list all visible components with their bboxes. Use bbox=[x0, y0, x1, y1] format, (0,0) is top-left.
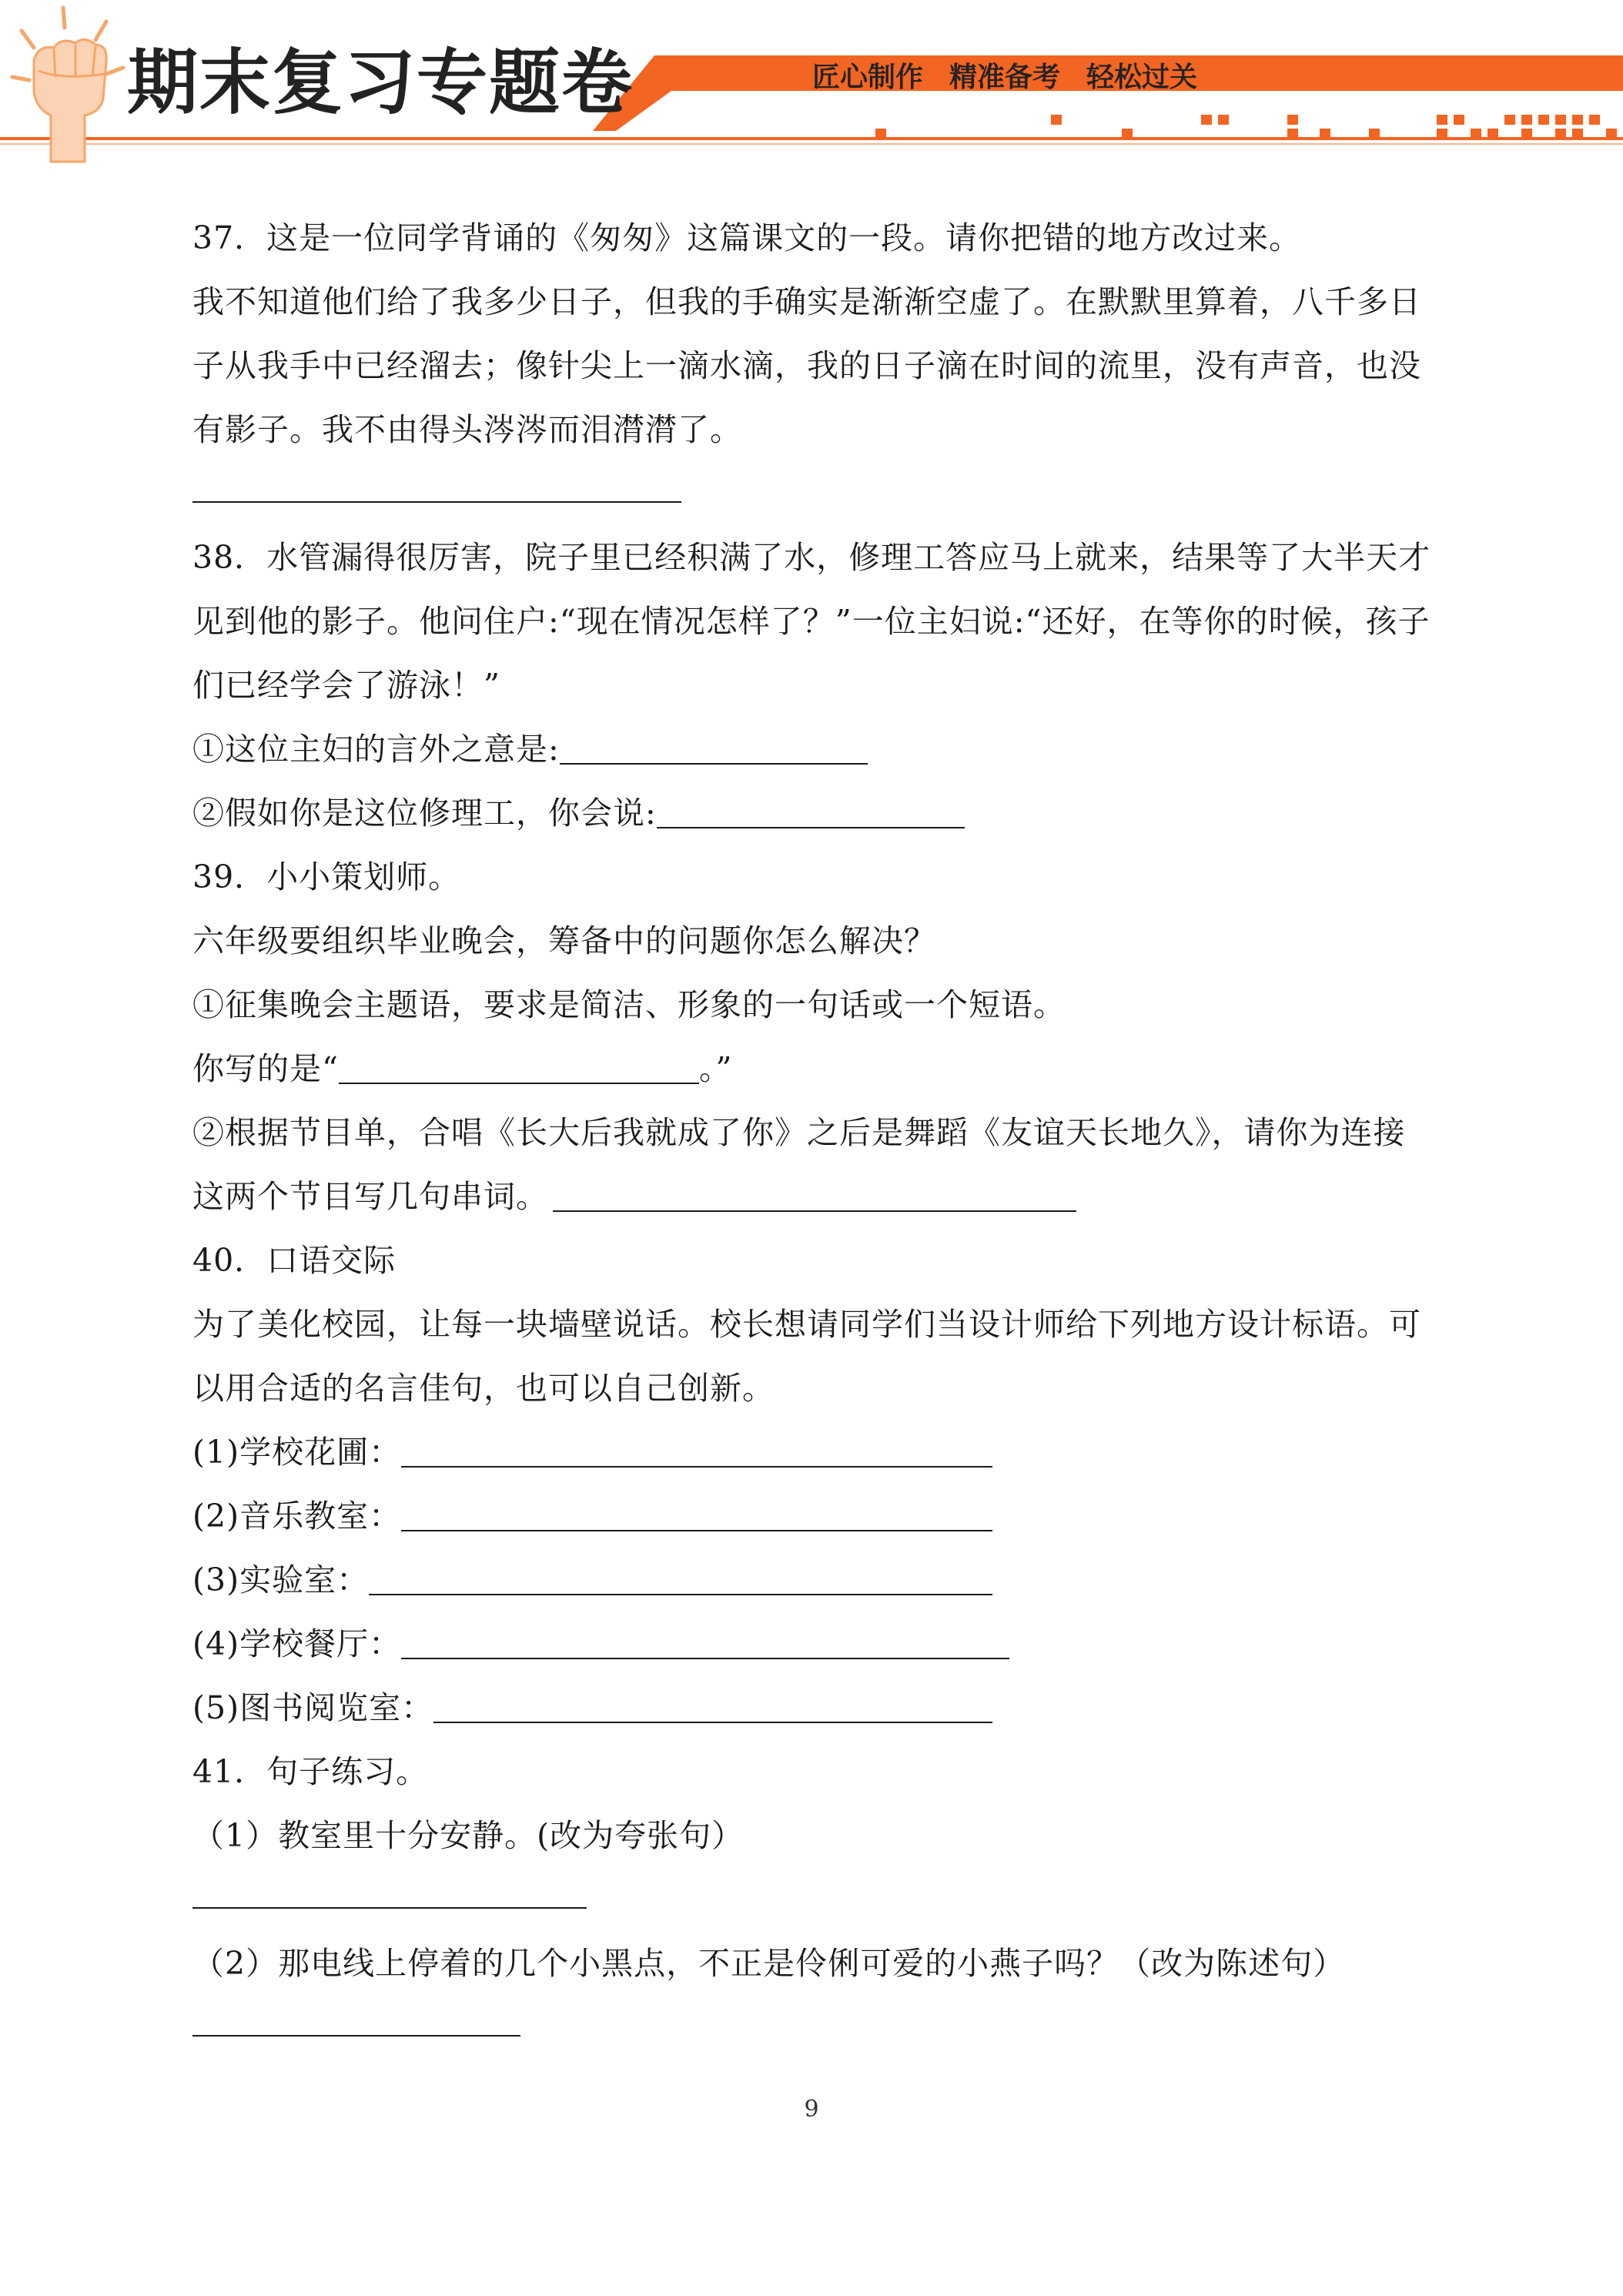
q37-passage-line: 我不知道他们给了我多少日子，但我的手确实是渐渐空虚了。在默默里算着，八千多日 bbox=[192, 283, 1421, 320]
q41-title: 41．句子练习。 bbox=[192, 1753, 429, 1790]
slogan-2: 精准备考 bbox=[949, 61, 1061, 93]
q41-sub1: （1）教室里十分安静。(改为夸张句） bbox=[192, 1817, 745, 1854]
q38-sub2 bbox=[192, 782, 1432, 845]
q40-item-blank[interactable] bbox=[433, 1691, 992, 1723]
q40-item-label: (4)学校餐厅： bbox=[192, 1625, 402, 1662]
q40-intro-line: 为了美化校园，让每一块墙壁说话。校长想请同学们当设计师给下列地方设计标语。可 bbox=[192, 1306, 1421, 1343]
q39-sub1-prefix: 你写的是“ bbox=[192, 1050, 339, 1087]
q39-sub1: ①征集晚会主题语，要求是简洁、形象的一句话或一个短语。 bbox=[192, 986, 1066, 1023]
q39-intro: 六年级要组织毕业晚会，筹备中的问题你怎么解决？ bbox=[192, 922, 936, 959]
q38-sub2-label: ②假如你是这位修理工，你会说: bbox=[192, 795, 657, 832]
header-title: 期末复习专题卷 bbox=[127, 42, 634, 124]
q39-sub2-blank[interactable] bbox=[553, 1180, 1076, 1212]
slogan-3: 轻松过关 bbox=[1086, 61, 1198, 93]
q37-passage-line: 有影子。我不由得头涔涔而泪潸潸了。 bbox=[192, 411, 742, 448]
q39-sub1-answer bbox=[192, 1037, 1432, 1101]
q40-item-blank[interactable] bbox=[401, 1435, 992, 1468]
q39-sub2-label: 这两个节目写几句串词。 bbox=[192, 1178, 548, 1215]
q38-sub2-blank[interactable] bbox=[657, 796, 965, 828]
page-header bbox=[0, 0, 1623, 166]
q40-item-label: (2)音乐教室： bbox=[192, 1498, 402, 1535]
q38-sub1-blank[interactable] bbox=[560, 732, 868, 765]
page-number: 9 bbox=[804, 2096, 819, 2123]
q40-item-blank[interactable] bbox=[401, 1499, 992, 1531]
header-slogans bbox=[812, 57, 1197, 92]
q39-sub1-blank[interactable] bbox=[339, 1052, 699, 1084]
q40-item-label: (3)实验室： bbox=[192, 1561, 370, 1598]
q37-passage-line: 子从我手中已经溜去；像针尖上一滴水滴，我的日子滴在时间的流里，没有声音，也没 bbox=[192, 347, 1421, 384]
q37-answer-blank[interactable] bbox=[192, 462, 1432, 526]
q40-item bbox=[192, 1421, 1432, 1484]
q39-title: 39．小小策划师。 bbox=[192, 858, 461, 895]
q40-item-blank[interactable] bbox=[369, 1563, 992, 1595]
q40-title: 40．口语交际 bbox=[192, 1242, 397, 1279]
q38-sub1 bbox=[192, 718, 1432, 782]
q38-sub1-label: ①这位主妇的言外之意是: bbox=[192, 731, 560, 768]
q40-item bbox=[192, 1548, 1432, 1612]
q38-text-line: 38．水管漏得很厉害，院子里已经积满了水，修理工答应马上就来，结果等了大半天才 bbox=[192, 539, 1431, 576]
q39-sub2-line2 bbox=[192, 1165, 1432, 1229]
q40-item bbox=[192, 1612, 1432, 1676]
fist-icon bbox=[8, 0, 131, 166]
q38-text-line: 们已经学会了游泳！” bbox=[192, 667, 500, 704]
worksheet-body bbox=[192, 206, 1432, 2060]
q41-sub2: （2）那电线上停着的几个小黑点，不正是伶俐可爱的小燕子吗？（改为陈述句） bbox=[192, 1945, 1346, 1982]
q40-item-label: (1)学校花圃： bbox=[192, 1434, 402, 1471]
q41-sub2-blank[interactable] bbox=[192, 1996, 1432, 2060]
q38-text-line: 见到他的影子。他问住户:“现在情况怎样了？”一位主妇说:“还好，在等你的时候，孩子 bbox=[192, 603, 1431, 640]
q40-item bbox=[192, 1676, 1432, 1740]
q40-item-blank[interactable] bbox=[401, 1627, 1009, 1659]
q40-intro-line: 以用合适的名言佳句，也可以自己创新。 bbox=[192, 1370, 775, 1407]
q40-item-label: (5)图书阅览室： bbox=[192, 1689, 434, 1726]
q41-sub1-blank[interactable] bbox=[192, 1868, 1432, 1932]
slogan-1: 匠心制作 bbox=[812, 61, 924, 93]
q40-item bbox=[192, 1484, 1432, 1548]
q37-prompt: 37．这是一位同学背诵的《匆匆》这篇课文的一段。请你把错的地方改过来。 bbox=[192, 219, 1302, 256]
q39-sub2-line1: ②根据节目单，合唱《长大后我就成了你》之后是舞蹈《友谊天长地久》，请你为连接 bbox=[192, 1114, 1406, 1151]
q39-sub1-suffix: 。” bbox=[698, 1050, 733, 1087]
